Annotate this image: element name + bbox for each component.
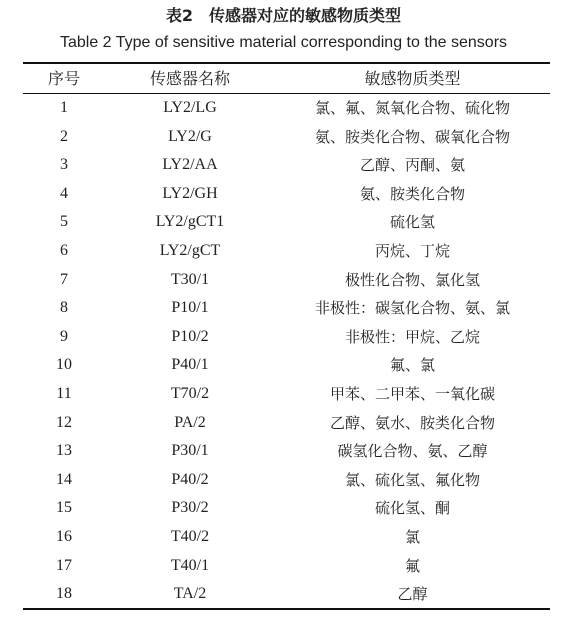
table-row [23,552,550,581]
cell-sensitive-material: 氨、胺类化合物、碳氧化合物 [314,127,510,146]
cell-serial-number: 10 [56,356,72,374]
cell-serial-number: 7 [60,270,68,288]
cell-sensitive-material: 极性化合物、氯化氢 [344,270,480,289]
header-sensitive-material: 敏感物质类型 [364,69,461,88]
header-sensor-name: 传感器名称 [149,69,230,88]
cell-serial-number: 6 [60,241,68,259]
table-row [23,266,550,295]
cell-serial-number: 18 [56,585,72,603]
cell-sensitive-material: 氯 [404,527,420,546]
cell-serial-number: 11 [56,384,72,402]
table-body [23,94,550,609]
cell-sensitive-material: 硫化氢 [389,213,435,232]
cell-serial-number: 14 [56,470,72,488]
cell-sensitive-material: 丙烷、丁烷 [374,241,450,260]
cell-serial-number: 3 [60,156,68,174]
cell-serial-number: 2 [60,127,68,145]
cell-serial-number: 12 [56,413,72,431]
table-row [23,580,550,609]
cell-sensor-name: P40/2 [171,470,209,488]
cell-sensor-name: T40/2 [170,527,210,545]
cell-serial-number: 16 [56,527,72,545]
table-row [23,180,550,209]
table-row [23,294,550,323]
header-serial-number: 序号 [47,69,80,88]
cell-sensitive-material: 乙醇、丙酮、氨 [359,156,465,175]
cell-sensor-name: T30/1 [170,270,210,288]
cell-sensor-name: LY2/AA [162,156,218,174]
cell-sensitive-material: 氯、硫化氢、氟化物 [344,470,480,489]
table-caption-chinese: 表2 传感器对应的敏感物质类型 [165,6,402,25]
cell-sensor-name: LY2/GH [162,184,218,202]
cell-serial-number: 5 [60,213,68,231]
table-row [23,523,550,552]
cell-sensor-name: P30/2 [171,499,209,517]
cell-sensitive-material: 氟 [404,556,420,575]
cell-serial-number: 4 [60,184,68,202]
cell-sensor-name: T40/1 [170,556,210,574]
cell-serial-number: 8 [60,299,68,317]
cell-sensitive-material: 乙醇、氨水、胺类化合物 [329,413,495,432]
table-row [23,380,550,409]
cell-sensitive-material: 乙醇 [397,585,428,604]
table-row [23,323,550,352]
cell-serial-number: 1 [60,99,68,116]
table-row [23,409,550,438]
table-row [23,151,550,180]
cell-serial-number: 9 [60,327,68,345]
cell-sensor-name: LY2/LG [163,99,217,116]
cell-serial-number: 17 [56,556,72,574]
table-caption-english: Table 2 Type of sensitive material corresponding to the sensors [59,34,508,51]
table-row [23,437,550,466]
cell-sensor-name: LY2/gCT [159,241,221,259]
cell-sensor-name: P30/1 [171,442,209,460]
cell-sensitive-material: 硫化氢、酮 [374,499,450,518]
cell-sensor-name: T70/2 [170,384,210,402]
cell-sensitive-material: 氟、氯 [389,356,435,375]
cell-sensor-name: P10/1 [171,299,209,317]
cell-serial-number: 15 [56,499,72,517]
cell-sensor-name: P10/2 [171,327,209,345]
table-row [23,123,550,152]
table-row [23,237,550,266]
cell-sensor-name: LY2/gCT1 [155,213,225,231]
cell-sensor-name: PA/2 [174,413,206,431]
table-row [23,494,550,523]
cell-serial-number: 13 [56,442,72,460]
cell-sensor-name: LY2/G [168,127,212,145]
cell-sensitive-material: 氨、胺类化合物 [359,184,465,203]
cell-sensitive-material: 非极性：甲烷、乙烷 [344,327,480,346]
table-row [23,94,550,123]
cell-sensitive-material: 氯、氟、氮氧化合物、硫化物 [314,99,510,117]
cell-sensitive-material: 甲苯、二甲苯、一氧化碳 [329,384,495,403]
cell-sensor-name: TA/2 [173,585,207,603]
cell-sensor-name: P40/1 [171,356,209,374]
table-row [23,208,550,237]
cell-sensitive-material: 非极性：碳氢化合物、氨、氯 [314,299,510,318]
cell-sensitive-material: 碳氢化合物、氨、乙醇 [337,442,488,461]
table-row [23,466,550,495]
table-row [23,351,550,380]
